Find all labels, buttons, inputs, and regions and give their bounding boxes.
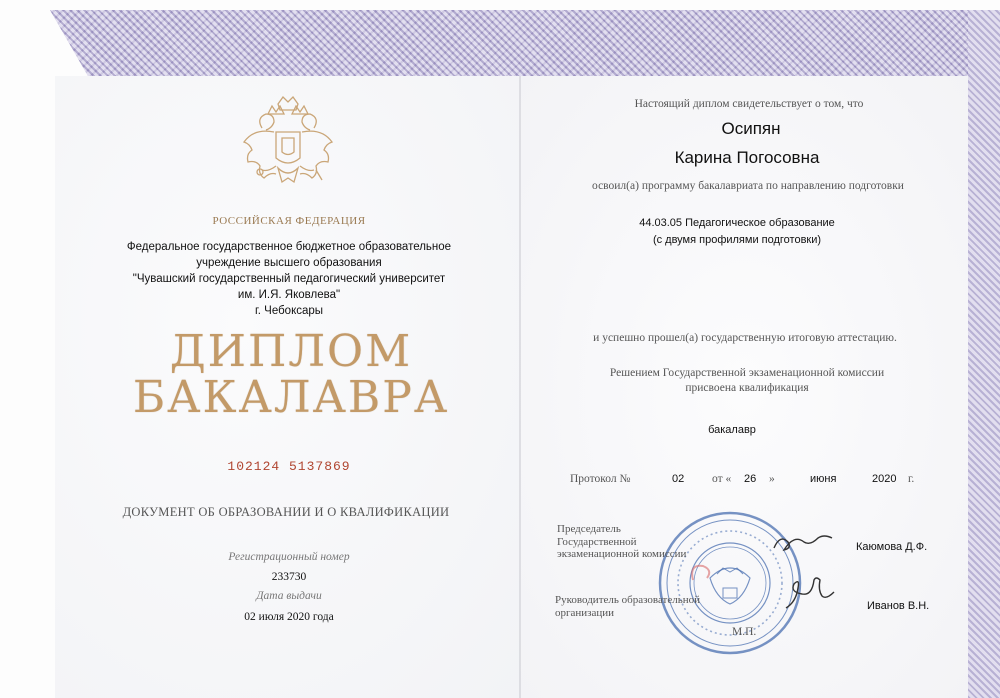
protocol-number: 02 xyxy=(672,473,685,485)
issue-date-label: Дата выдачи xyxy=(256,590,322,602)
protocol-year-suffix: г. xyxy=(908,473,915,485)
protocol-from-label: от « xyxy=(712,473,732,485)
country-name: РОССИЙСКАЯ ФЕДЕРАЦИЯ xyxy=(212,215,366,227)
registration-number-label: Регистрационный номер xyxy=(228,551,350,563)
specialty-code-name: 44.03.05 Педагогическое образование xyxy=(639,217,835,229)
double-headed-eagle-icon xyxy=(238,96,338,206)
specialty-profiles: (с двумя профилями подготовки) xyxy=(652,234,822,246)
document-type: ДОКУМЕНТ ОБ ОБРАЗОВАНИИ И О КВАЛИФИКАЦИИ xyxy=(122,505,450,519)
commission-decision-line-2: присвоена квалификация xyxy=(685,382,809,394)
qualification-value: бакалавр xyxy=(708,424,756,436)
decorative-border-right xyxy=(968,10,1000,698)
commission-decision-line-1: Решением Государственной экзаменационной комиссии xyxy=(609,367,885,379)
protocol-year: 2020 xyxy=(872,473,897,485)
org-line-5: г. Чебоксары xyxy=(254,305,324,317)
chair-name: Каюмова Д.Ф. xyxy=(856,541,928,553)
chair-role-label: Председатель Государственной экзаменационной комиссии xyxy=(557,523,687,561)
org-line-3: "Чувашский государственный педагогический университет xyxy=(132,273,446,285)
head-role-label: Руководитель образовательной организации xyxy=(555,594,701,619)
attestation-passed-text: и успешно прошел(а) государственную итоговую аттестацию. xyxy=(593,332,897,344)
chair-signature xyxy=(770,528,840,558)
graduate-surname: Осипян xyxy=(721,119,781,138)
diploma-serial-number: 102124 5137869 xyxy=(227,459,351,474)
head-name: Иванов В.Н. xyxy=(867,600,930,612)
diploma-title-line-2: БАКАЛАВРА xyxy=(132,372,450,423)
decorative-border-top xyxy=(50,10,1000,76)
issue-date: 02 июля 2020 года xyxy=(244,611,334,623)
program-mastered-text: освоил(а) программу бакалавриата по направлению подготовки xyxy=(592,180,904,192)
protocol-month: июня xyxy=(810,473,837,485)
protocol-day-close: » xyxy=(769,473,775,485)
protocol-label: Протокол № xyxy=(570,473,631,485)
org-line-1: Федеральное государственное бюджетное образовательное xyxy=(126,241,452,253)
head-signature xyxy=(780,574,840,614)
org-line-4: им. И.Я. Яковлева" xyxy=(237,289,341,301)
diploma-title-line-1: ДИПЛОМ xyxy=(169,326,413,377)
page-fold xyxy=(519,76,521,698)
certifies-text: Настоящий диплом свидетельствует о том, что xyxy=(634,98,864,110)
org-line-2: учреждение высшего образования xyxy=(196,257,382,269)
stamp-place-label: М.П. xyxy=(732,626,757,638)
graduate-given-names: Карина Погосовна xyxy=(674,148,820,167)
registration-number: 233730 xyxy=(271,571,307,583)
protocol-day: 26 xyxy=(744,473,757,485)
